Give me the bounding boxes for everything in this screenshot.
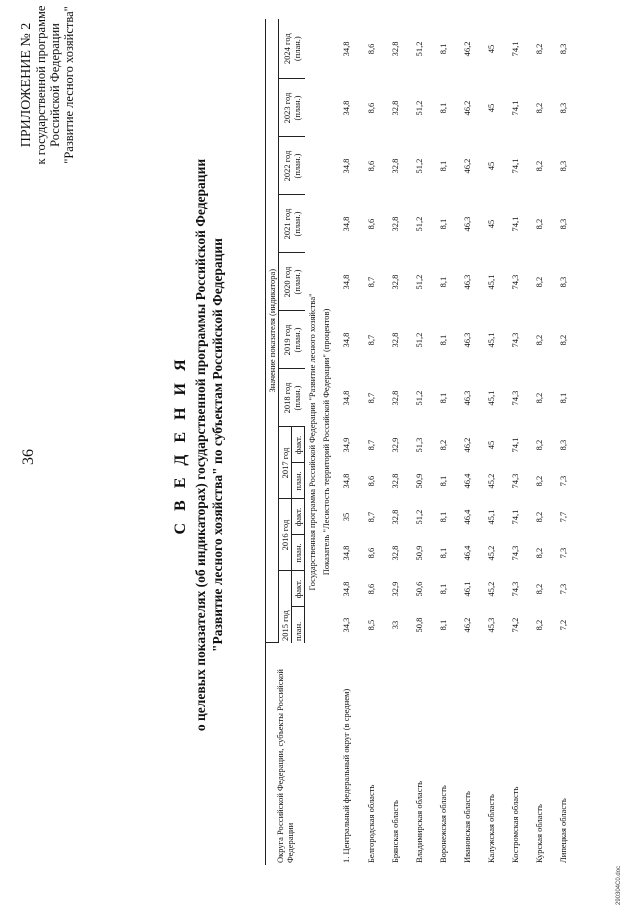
- region-name: Липецкая область: [558, 798, 568, 863]
- indicator-value-cell: 46,4: [462, 545, 472, 561]
- document-subtitle: "Развитие лесного хозяйства" по субъектам Российской Федерации: [210, 238, 225, 652]
- indicator-value-cell: 8,6: [366, 102, 376, 114]
- indicator-value-cell: 8,2: [534, 102, 544, 114]
- indicator-value-cell: 46,2: [462, 437, 472, 453]
- indicator-value-cell: 46,2: [462, 158, 472, 174]
- indicator-value-cell: 51,2: [414, 509, 424, 525]
- indicator-value-cell: 34,8: [341, 158, 351, 174]
- table-body: [333, 19, 575, 865]
- year-header: 2023 год (план.): [279, 79, 305, 137]
- indicator-value-cell: 32,8: [390, 332, 400, 348]
- indicator-value-cell: 8,2: [534, 276, 544, 288]
- indicator-value-cell: 74,3: [510, 274, 520, 290]
- indicator-value-cell: 8,1: [438, 547, 448, 559]
- indicator-value-cell: 45: [486, 44, 496, 54]
- page-number: 36: [20, 449, 37, 465]
- indicator-value-cell: 45: [486, 440, 496, 450]
- indicator-value-cell: 74,3: [510, 332, 520, 348]
- indicator-value-cell: 74,1: [510, 509, 520, 525]
- indicator-value-cell: 32,8: [390, 158, 400, 174]
- indicator-value-cell: 7,7: [558, 511, 568, 523]
- indicator-value-cell: 32,8: [390, 41, 400, 57]
- indicator-value-cell: 8,7: [366, 511, 376, 523]
- indicator-value-cell: 8,7: [366, 276, 376, 288]
- indicator-value-cell: 7,3: [558, 547, 568, 559]
- indicator-value-cell: 34,8: [341, 100, 351, 116]
- plan-header: план.: [292, 535, 305, 571]
- fact-header: факт.: [292, 499, 305, 535]
- indicator-value-cell: 8,7: [366, 334, 376, 346]
- region-name: Калужская область: [486, 794, 496, 863]
- year-header: 2016 год: [279, 499, 292, 571]
- appendix-block: [20, 5, 76, 165]
- indicator-value-cell: 32,8: [390, 100, 400, 116]
- indicator-value-cell: 45,2: [486, 473, 496, 489]
- indicator-value-cell: 45: [486, 161, 496, 171]
- indicator-value-cell: 74,1: [510, 100, 520, 116]
- region-name: Брянская область: [390, 800, 400, 863]
- plan-header: план.: [292, 463, 305, 499]
- indicator-value-cell: 34,8: [341, 581, 351, 597]
- indicator-value-cell: 8,3: [558, 102, 568, 114]
- indicator-value-cell: 8,1: [438, 392, 448, 404]
- indicator-value-cell: 46,2: [462, 617, 472, 633]
- indicator-value-cell: 51,2: [414, 100, 424, 116]
- indicator-value-cell: 8,6: [366, 583, 376, 595]
- indicator-value-cell: 51,2: [414, 158, 424, 174]
- indicator-value-cell: 8,3: [558, 218, 568, 230]
- indicator-value-cell: 8,2: [534, 218, 544, 230]
- indicator-value-cell: 51,2: [414, 390, 424, 406]
- region-column-header: Округа Российской Федерации, субъекты Российской Федерации: [266, 643, 305, 865]
- indicator-value-cell: 51,2: [414, 41, 424, 57]
- indicator-value-cell: 46,3: [462, 390, 472, 406]
- indicator-value-cell: 8,2: [534, 334, 544, 346]
- indicator-value-cell: 8,6: [366, 475, 376, 487]
- indicator-value-cell: 74,2: [510, 617, 520, 633]
- indicator-value-cell: 51,2: [414, 274, 424, 290]
- indicator-value-cell: 34,8: [341, 545, 351, 561]
- file-footer: 290304C0.doc: [616, 865, 622, 905]
- indicator-value-cell: 8,6: [366, 160, 376, 172]
- indicator-value-cell: 8,1: [438, 102, 448, 114]
- indicator-value-cell: 8,2: [534, 439, 544, 451]
- appendix-line: "Развитие лесного хозяйства": [62, 6, 76, 164]
- document-heading: [170, 125, 226, 765]
- indicator-value-cell: 32,9: [390, 581, 400, 597]
- indicator-value-cell: 46,4: [462, 509, 472, 525]
- indicator-value-cell: 32,8: [390, 216, 400, 232]
- indicator-value-cell: 45,3: [486, 617, 496, 633]
- indicator-caption: Показатель "Лесистость территорий Российской Федерации" (процентов): [321, 308, 331, 576]
- indicator-value-cell: 34,8: [341, 390, 351, 406]
- year-header: 2020 год (план.): [279, 253, 305, 311]
- year-header: 2015 год: [279, 571, 292, 643]
- indicator-value-cell: 8,1: [438, 334, 448, 346]
- document-subtitle: о целевых показателях (об индикаторах) государственной программы Российской Федерации: [193, 158, 208, 732]
- indicator-value-cell: 32,8: [390, 274, 400, 290]
- indicator-value-cell: 74,3: [510, 545, 520, 561]
- indicator-value-cell: 74,1: [510, 158, 520, 174]
- year-header: 2022 год (план.): [279, 137, 305, 195]
- indicator-value-cell: 45,2: [486, 581, 496, 597]
- indicator-value-cell: 8,1: [438, 619, 448, 631]
- indicator-value-cell: 50,9: [414, 545, 424, 561]
- indicator-value-cell: 8,2: [534, 619, 544, 631]
- indicator-value-cell: 74,3: [510, 581, 520, 597]
- fact-header: факт.: [292, 427, 305, 463]
- indicator-value-cell: 33: [390, 620, 400, 630]
- indicator-value-cell: 34,8: [341, 41, 351, 57]
- indicator-value-cell: 34,3: [341, 617, 351, 633]
- indicator-value-cell: 8,1: [438, 276, 448, 288]
- table-row: [431, 19, 455, 865]
- indicator-value-cell: 74,1: [510, 437, 520, 453]
- indicator-value-cell: 46,3: [462, 274, 472, 290]
- indicator-value-cell: 8,7: [366, 392, 376, 404]
- indicator-value-cell: 8,2: [534, 43, 544, 55]
- indicator-value-cell: 8,7: [366, 439, 376, 451]
- region-name: Белгородская область: [366, 784, 376, 863]
- region-name: Костромская область: [510, 786, 520, 863]
- table-row: [333, 19, 359, 865]
- indicator-value-cell: 74,1: [510, 41, 520, 57]
- indicator-value-cell: 32,8: [390, 509, 400, 525]
- indicator-value-cell: 8,2: [438, 439, 448, 451]
- table-row: [527, 19, 551, 865]
- indicator-value-cell: 8,2: [534, 583, 544, 595]
- year-header: 2018 год (план.): [279, 369, 305, 427]
- indicator-value-cell: 32,9: [390, 437, 400, 453]
- indicator-value-cell: 46,3: [462, 216, 472, 232]
- year-header: 2017 год: [279, 427, 292, 499]
- indicator-value-cell: 34,8: [341, 332, 351, 348]
- indicator-value-cell: 46,4: [462, 473, 472, 489]
- indicator-value-cell: 51,3: [414, 437, 424, 453]
- indicator-value-cell: 74,3: [510, 473, 520, 489]
- indicator-value-cell: 34,8: [341, 473, 351, 489]
- region-name: Владимирская область: [414, 780, 424, 863]
- indicator-value-cell: 45,1: [486, 274, 496, 290]
- year-header: 2021 год (план.): [279, 195, 305, 253]
- indicator-value-cell: 34,9: [341, 437, 351, 453]
- indicator-value-cell: 46,1: [462, 581, 472, 597]
- appendix-title: ПРИЛОЖЕНИЕ № 2: [19, 22, 34, 148]
- appendix-line: к государственной программе: [34, 5, 48, 165]
- indicator-value-cell: 45: [486, 219, 496, 229]
- program-caption: Государственная программа Российской Федерации "Развитие лесного хозяйства": [307, 293, 317, 591]
- indicator-value-cell: 8,3: [558, 43, 568, 55]
- indicator-value-cell: 8,5: [366, 619, 376, 631]
- indicator-value-cell: 34,8: [341, 216, 351, 232]
- indicator-value-cell: 7,3: [558, 583, 568, 595]
- indicator-value-cell: 8,1: [438, 160, 448, 172]
- indicator-value-cell: 8,1: [438, 475, 448, 487]
- indicator-value-cell: 32,8: [390, 390, 400, 406]
- table-row: [359, 19, 383, 865]
- region-name: Ивановская область: [462, 791, 472, 863]
- indicator-value-cell: 8,1: [438, 511, 448, 523]
- indicator-value-cell: 50,9: [414, 473, 424, 489]
- indicator-value-cell: 51,2: [414, 216, 424, 232]
- table-row: [407, 19, 431, 865]
- indicator-value-cell: 8,1: [558, 392, 568, 404]
- indicator-value-cell: 32,8: [390, 473, 400, 489]
- indicator-value-cell: 8,2: [534, 511, 544, 523]
- indicator-value-cell: 45: [486, 103, 496, 113]
- indicator-value-cell: 46,2: [462, 41, 472, 57]
- indicator-value-cell: 8,6: [366, 43, 376, 55]
- year-header: 2024 год (план.): [279, 19, 305, 79]
- table-row: [503, 19, 527, 865]
- indicator-value-cell: 45,2: [486, 545, 496, 561]
- indicator-value-cell: 8,1: [438, 583, 448, 595]
- table-row: [479, 19, 503, 865]
- year-header: 2019 год (план.): [279, 311, 305, 369]
- indicator-value-cell: 35: [341, 512, 351, 522]
- region-name: Курская область: [534, 804, 544, 863]
- indicator-value-cell: 8,6: [366, 547, 376, 559]
- indicator-value-cell: 46,3: [462, 332, 472, 348]
- indicator-value-cell: 8,2: [534, 475, 544, 487]
- indicator-value-cell: 7,2: [558, 619, 568, 631]
- region-name: 1. Центральный федеральный округ (в среднем): [341, 688, 351, 863]
- indicator-value-cell: 8,2: [534, 392, 544, 404]
- region-name: Воронежская область: [438, 785, 448, 863]
- indicator-value-cell: 8,3: [558, 439, 568, 451]
- indicator-value-cell: 8,6: [366, 218, 376, 230]
- indicator-value-cell: 32,8: [390, 545, 400, 561]
- indicator-value-cell: 8,2: [534, 547, 544, 559]
- indicator-value-header: Значение показателя (индикатора): [266, 19, 279, 643]
- indicator-value-cell: 8,2: [558, 334, 568, 346]
- indicator-value-cell: 8,2: [534, 160, 544, 172]
- indicator-value-cell: 46,2: [462, 100, 472, 116]
- indicator-value-cell: 74,3: [510, 390, 520, 406]
- indicator-value-cell: 8,3: [558, 160, 568, 172]
- appendix-line: Российской Федерации: [48, 23, 62, 147]
- indicator-value-cell: 8,1: [438, 218, 448, 230]
- indicator-value-cell: 45,1: [486, 332, 496, 348]
- indicators-table: [265, 19, 575, 865]
- indicator-value-cell: 8,1: [438, 43, 448, 55]
- plan-header: план.: [292, 607, 305, 643]
- indicator-value-cell: 45,1: [486, 390, 496, 406]
- indicator-value-cell: 45,1: [486, 509, 496, 525]
- table-row: [455, 19, 479, 865]
- indicator-value-cell: 8,3: [558, 276, 568, 288]
- fact-header: факт.: [292, 571, 305, 607]
- indicator-value-cell: 34,8: [341, 274, 351, 290]
- indicator-value-cell: 74,1: [510, 216, 520, 232]
- table-row: [551, 19, 575, 865]
- table-row: [383, 19, 407, 865]
- indicator-value-cell: 50,6: [414, 581, 424, 597]
- indicator-value-cell: 50,8: [414, 617, 424, 633]
- indicator-value-cell: 51,2: [414, 332, 424, 348]
- document-title: С В Е Д Е Н И Я: [172, 355, 189, 535]
- indicator-value-cell: 7,3: [558, 475, 568, 487]
